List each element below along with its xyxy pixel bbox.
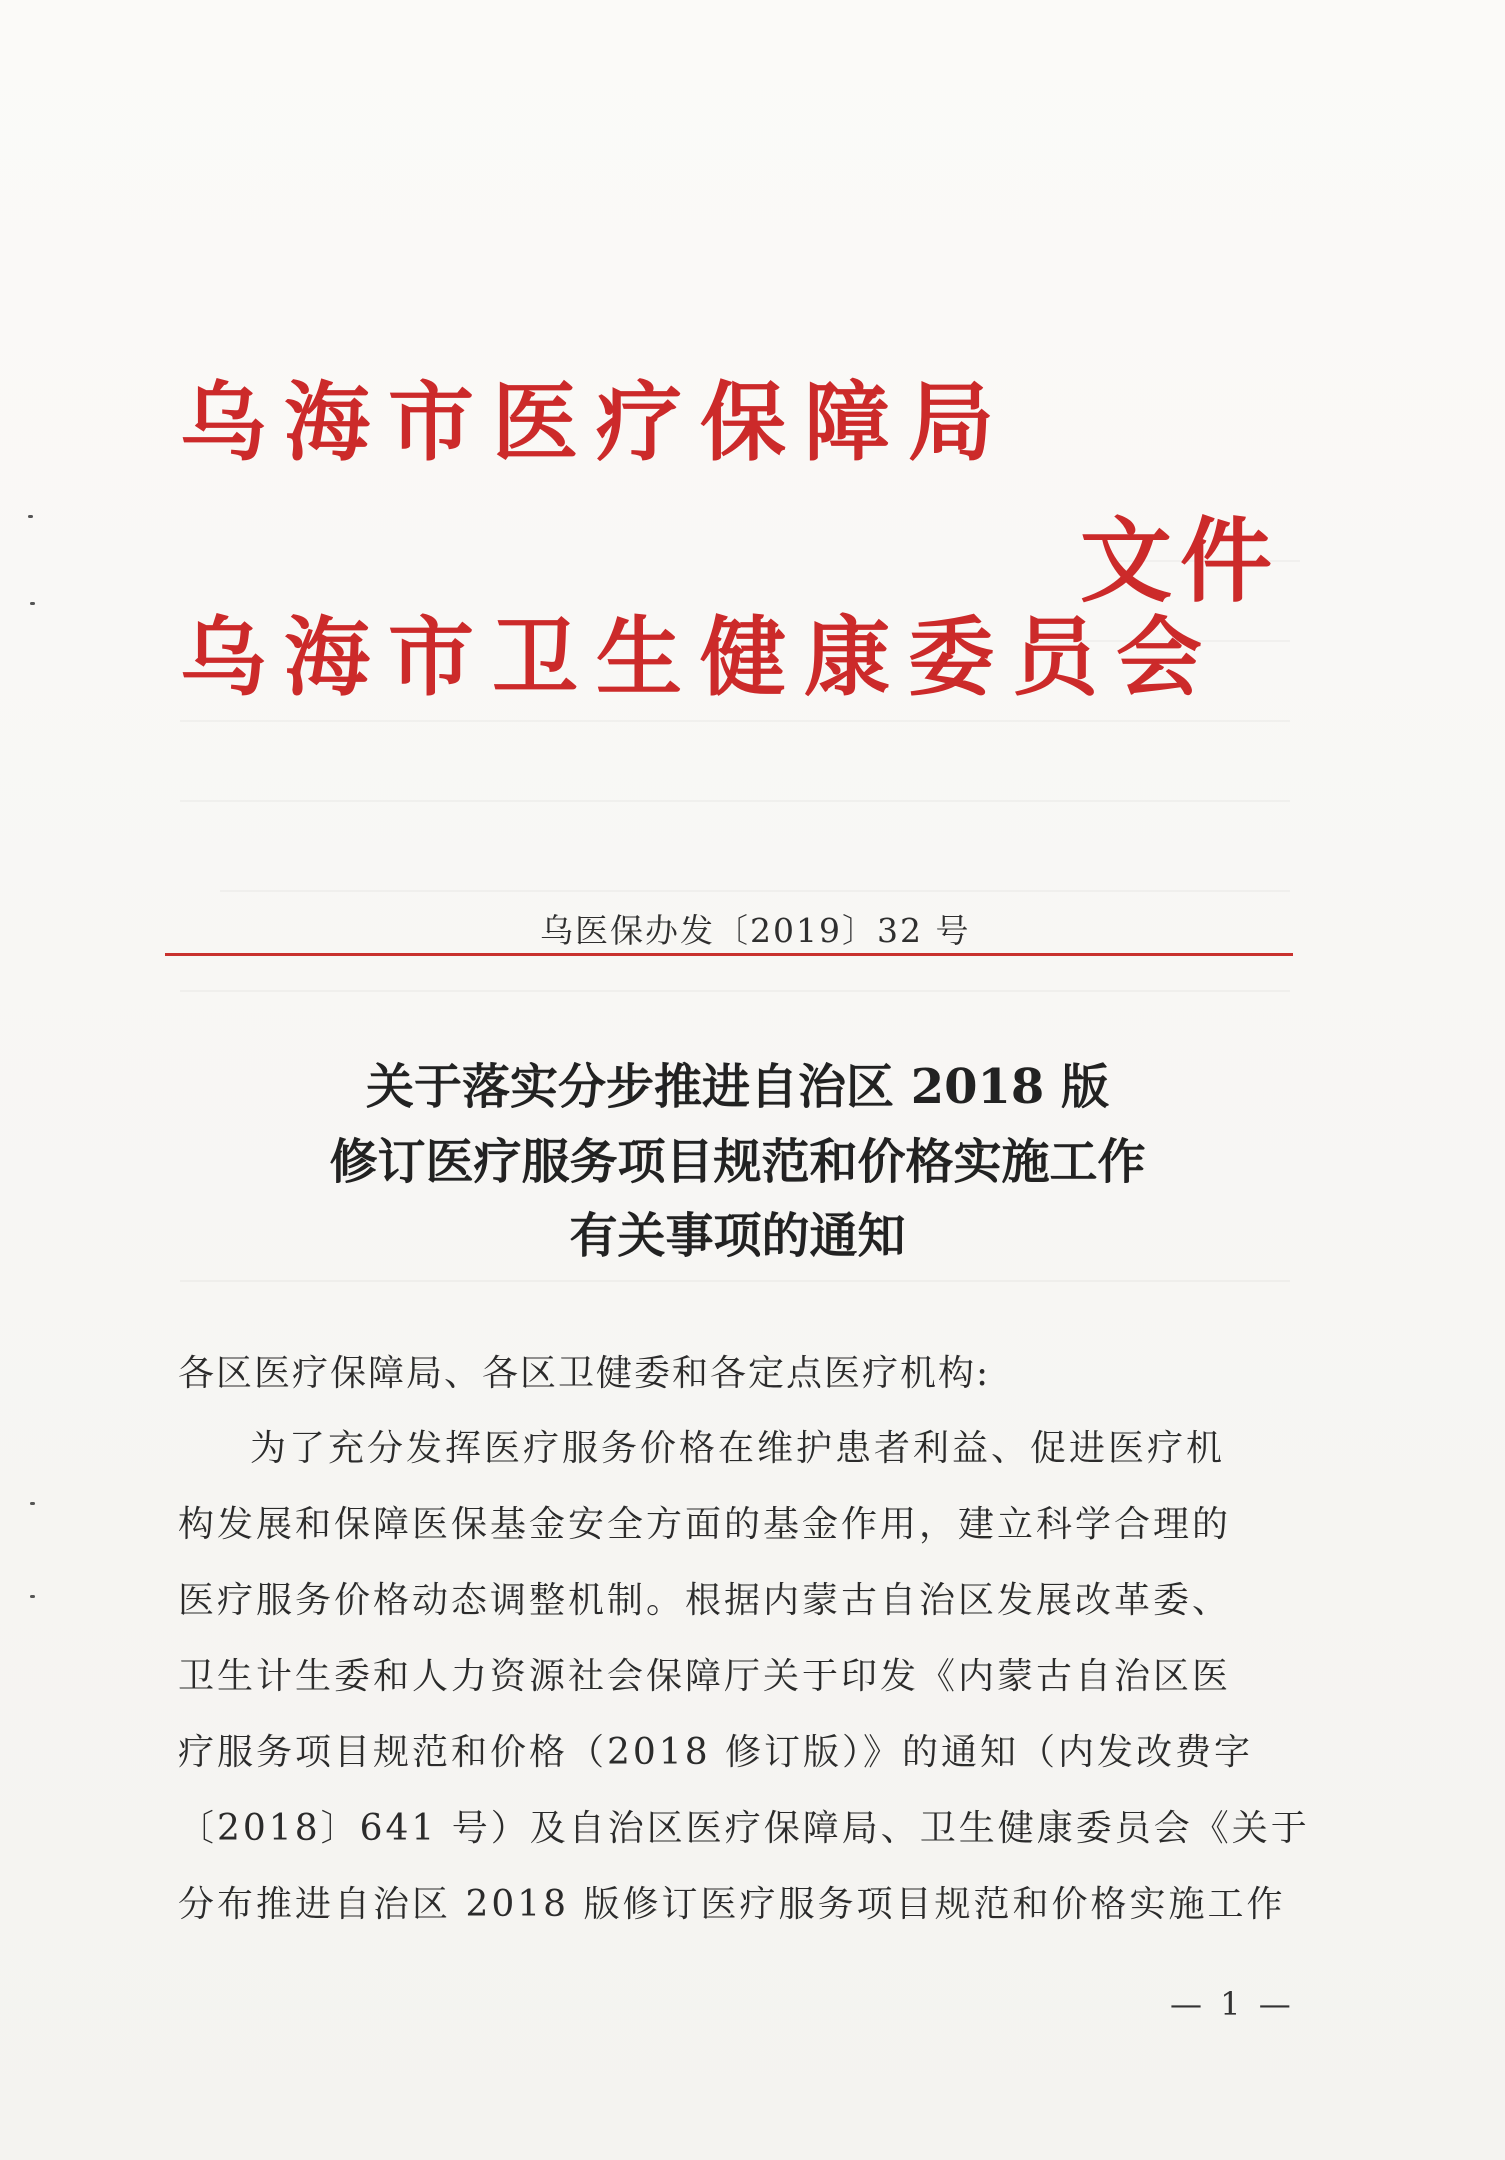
- document-suffix: 文件: [1080, 507, 1281, 615]
- binding-mark: [30, 602, 35, 605]
- red-divider: [165, 953, 1293, 956]
- body-line: 〔2018〕641 号）及自治区医疗保障局、卫生健康委员会《关于: [178, 1808, 1310, 1849]
- bleed-through-line: [180, 800, 1290, 802]
- issuer-health-commission: 乌海市卫生健康委员会: [180, 607, 1220, 708]
- body-line: 分布推进自治区 2018 版修订医疗服务项目规范和价格实施工作: [178, 1884, 1286, 1925]
- binding-mark: [30, 1502, 35, 1505]
- title-line-1: 关于落实分步推进自治区 2018 版: [365, 1059, 1110, 1115]
- issuer-medical-security-bureau: 乌海市医疗保障局: [180, 372, 1012, 473]
- bleed-through-line: [180, 990, 1290, 992]
- title-line-2: 修订医疗服务项目规范和价格实施工作: [329, 1134, 1146, 1190]
- title-line-3: 有关事项的通知: [569, 1208, 906, 1264]
- bleed-through-line: [180, 1280, 1290, 1282]
- bleed-through-line: [180, 720, 1290, 722]
- page-number: — 1 —: [1170, 1985, 1295, 2023]
- body-line: 疗服务项目规范和价格（2018 修订版）》的通知（内发改费字: [178, 1732, 1254, 1773]
- document-number: 乌医保办发〔2019〕32 号: [540, 911, 971, 950]
- salutation: 各区医疗保障局、各区卫健委和各定点医疗机构:: [178, 1353, 991, 1394]
- binding-mark: [28, 515, 33, 518]
- body-line: 医疗服务价格动态调整机制。根据内蒙古自治区发展改革委、: [178, 1580, 1232, 1621]
- binding-mark: [30, 1595, 35, 1598]
- body-line: 构发展和保障医保基金安全方面的基金作用，建立科学合理的: [178, 1504, 1232, 1545]
- bleed-through-line: [220, 890, 1290, 892]
- body-line: 为了充分发挥医疗服务价格在维护患者利益、促进医疗机: [250, 1428, 1226, 1469]
- body-line: 卫生计生委和人力资源社会保障厅关于印发《内蒙古自治区医: [178, 1656, 1232, 1697]
